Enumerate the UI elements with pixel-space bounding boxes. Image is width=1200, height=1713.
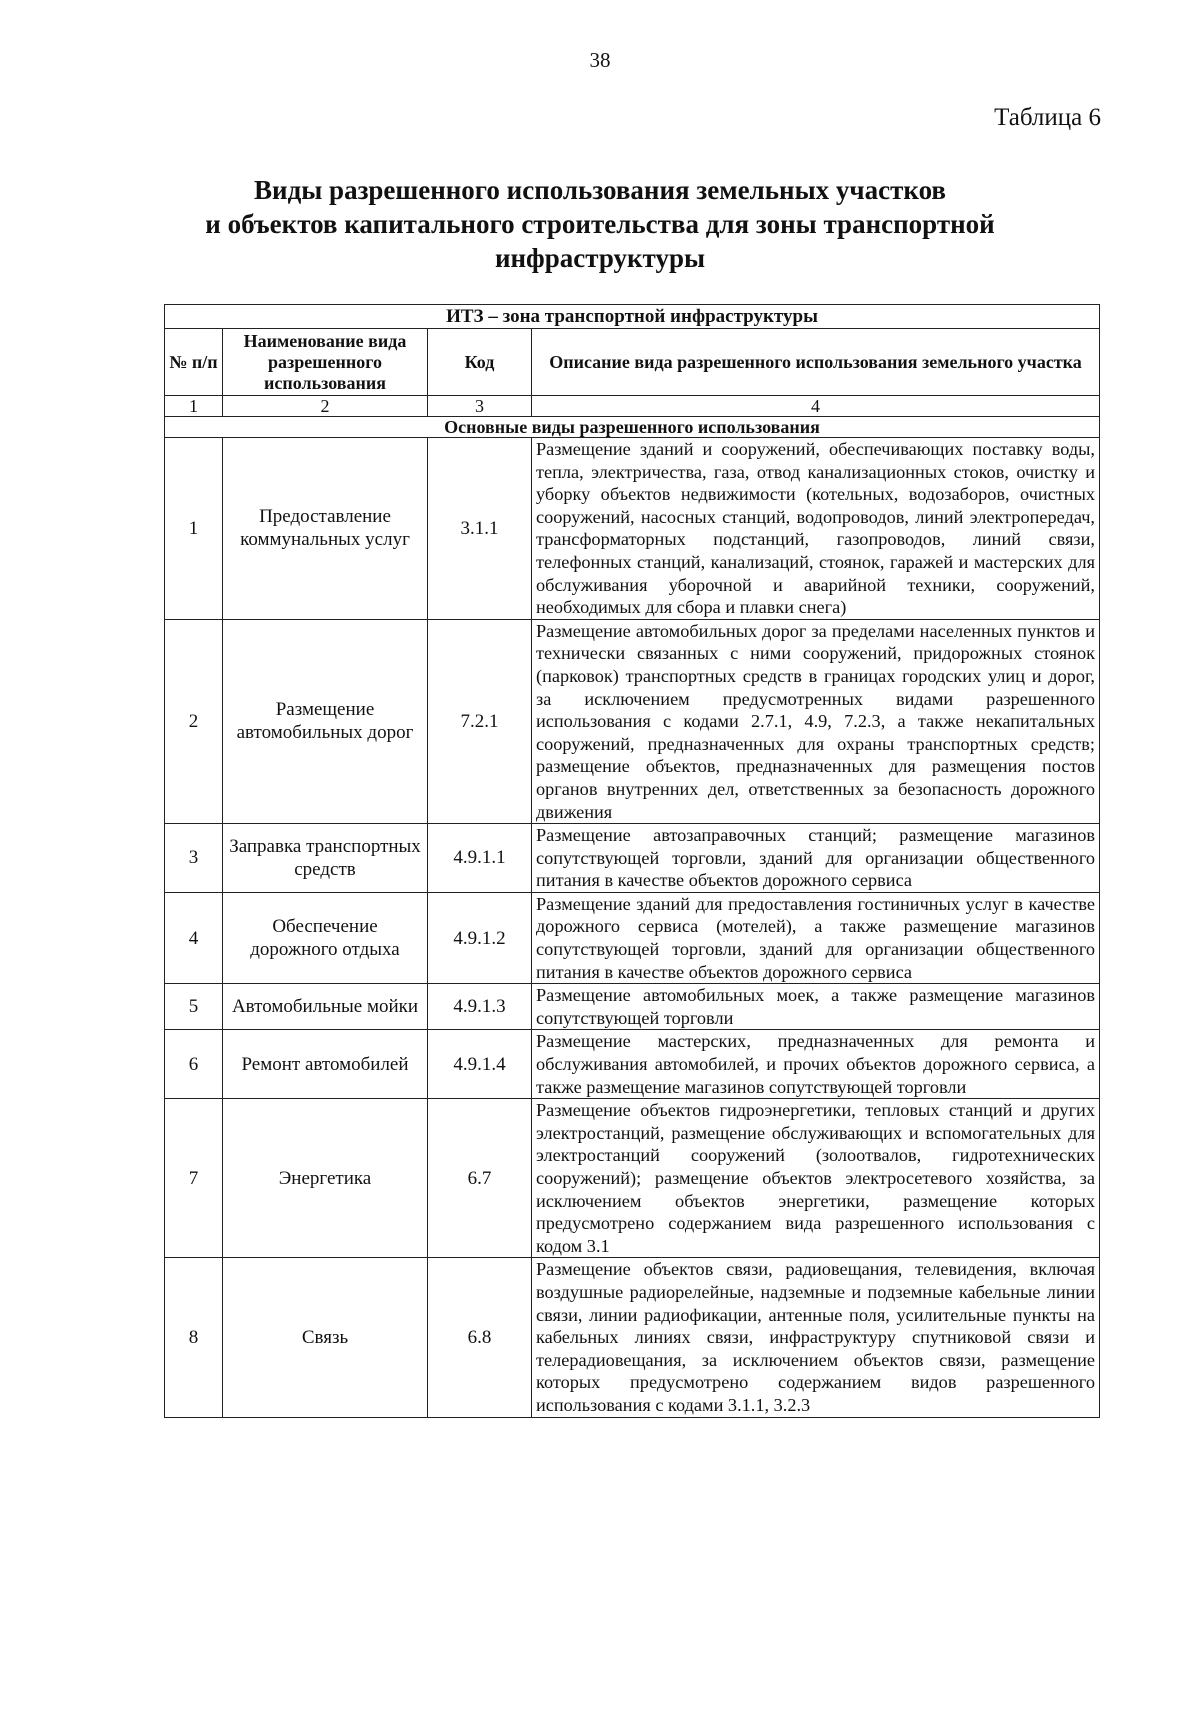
section-header: Основные виды разрешенного использования	[165, 417, 1100, 438]
column-number-row	[165, 396, 1100, 417]
row-description: Размещение объектов гидроэнергетики, тепловых станций и других электростанций, размещение обслуживающих и вспомогательных для электростанций сооружений (золоотвалов, гидротехнических сооружений); размещение объектов электросетевого хозяйства, за исключением объектов энергетики, размещение которых предусмотрено содержанием вида разрешенного использования с кодом 3.1	[532, 1099, 1100, 1258]
land-use-table	[164, 304, 1100, 1418]
row-name: Энергетика	[223, 1099, 428, 1258]
row-number: 2	[165, 619, 223, 823]
title-line: инфраструктуры	[494, 243, 706, 273]
row-name: Ремонт автомобилей	[223, 1030, 428, 1099]
table-label: Таблица 6	[994, 104, 1101, 131]
row-code: 4.9.1.2	[428, 892, 532, 983]
column-number: 1	[165, 396, 223, 417]
column-number: 3	[428, 396, 532, 417]
table-row	[165, 438, 1100, 620]
table-row	[165, 619, 1100, 823]
row-code: 3.1.1	[428, 438, 532, 620]
zone-header-row	[165, 305, 1100, 329]
table-row	[165, 824, 1100, 893]
table-row	[165, 1258, 1100, 1417]
row-code: 4.9.1.3	[428, 984, 532, 1030]
row-number: 5	[165, 984, 223, 1030]
title-line: и объектов капитального строительства для зоны транспортной	[205, 209, 995, 239]
page-number: 38	[589, 48, 611, 72]
row-description: Размещение мастерских, предназначенных для ремонта и обслуживания автомобилей, и прочих объектов дорожного сервиса, а также размещение магазинов сопутствующей торговли	[532, 1030, 1100, 1099]
title-line: Виды разрешенного использования земельных участков	[254, 175, 946, 205]
row-number: 8	[165, 1258, 223, 1417]
row-name: Обеспечение дорожного отдыха	[223, 892, 428, 983]
header-number: № п/п	[165, 329, 223, 396]
row-number: 1	[165, 438, 223, 620]
zone-header: ИТЗ – зона транспортной инфраструктуры	[165, 305, 1100, 329]
row-code: 4.9.1.4	[428, 1030, 532, 1099]
table-row	[165, 892, 1100, 983]
table-row	[165, 1030, 1100, 1099]
table-row	[165, 1099, 1100, 1258]
row-name: Предоставление коммунальных услуг	[223, 438, 428, 620]
row-code: 6.8	[428, 1258, 532, 1417]
row-description: Размещение объектов связи, радиовещания, телевидения, включая воздушные радиорелейные, надземные и подземные кабельные линии связи, линии радиофикации, антенные поля, усилительные пункты на кабельных линиях связи, инфраструктуру спутниковой связи и телерадиовещания, за исключением объектов связи, размещение которых предусмотрено содержанием видов разрешенного использования с кодами 3.1.1, 3.2.3	[532, 1258, 1100, 1417]
table-row	[165, 984, 1100, 1030]
row-number: 3	[165, 824, 223, 893]
row-code: 6.7	[428, 1099, 532, 1258]
row-name: Заправка транспортных средств	[223, 824, 428, 893]
row-code: 4.9.1.1	[428, 824, 532, 893]
row-description: Размещение автозаправочных станций; размещение магазинов сопутствующей торговли, зданий для организации общественного питания в качестве объектов дорожного сервиса	[532, 824, 1100, 893]
row-description: Размещение автомобильных моек, а также размещение магазинов сопутствующей торговли	[532, 984, 1100, 1030]
document-title	[150, 173, 1050, 275]
row-description: Размещение зданий для предоставления гостиничных услуг в качестве дорожного сервиса (мотелей), а также размещение магазинов сопутствующей торговли, зданий для организации общественного питания в качестве объектов дорожного сервиса	[532, 892, 1100, 983]
column-number: 4	[532, 396, 1100, 417]
row-name: Автомобильные мойки	[223, 984, 428, 1030]
header-name: Наименование вида разрешенного использования	[223, 329, 428, 396]
row-description: Размещение зданий и сооружений, обеспечивающих поставку воды, тепла, электричества, газа, отвод канализационных стоков, очистку и уборку объектов недвижимости (котельных, водозаборов, очистных сооружений, насосных станций, водопроводов, линий электропередач, трансформаторных подстанций, газопроводов, линий связи, телефонных станций, канализаций, стоянок, гаражей и мастерских для обслуживания уборочной и аварийной техники, сооружений, необходимых для сбора и плавки снега)	[532, 438, 1100, 620]
header-description: Описание вида разрешенного использования земельного участка	[532, 329, 1100, 396]
row-code: 7.2.1	[428, 619, 532, 823]
column-header-row	[165, 329, 1100, 396]
row-number: 4	[165, 892, 223, 983]
column-number: 2	[223, 396, 428, 417]
header-code: Код	[428, 329, 532, 396]
row-name: Размещение автомобильных дорог	[223, 619, 428, 823]
row-number: 6	[165, 1030, 223, 1099]
section-header-row	[165, 417, 1100, 438]
row-description: Размещение автомобильных дорог за пределами населенных пунктов и технически связанных с ними сооружений, придорожных стоянок (парковок) транспортных средств в границах городских улиц и дорог, за исключением предусмотренных видами разрешенного использования с кодами 2.7.1, 4.9, 7.2.3, а также некапитальных сооружений, предназначенных для охраны транспортных средств; размещение объектов, предназначенных для размещения постов органов внутренних дел, ответственных за безопасность дорожного движения	[532, 619, 1100, 823]
row-name: Связь	[223, 1258, 428, 1417]
row-number: 7	[165, 1099, 223, 1258]
